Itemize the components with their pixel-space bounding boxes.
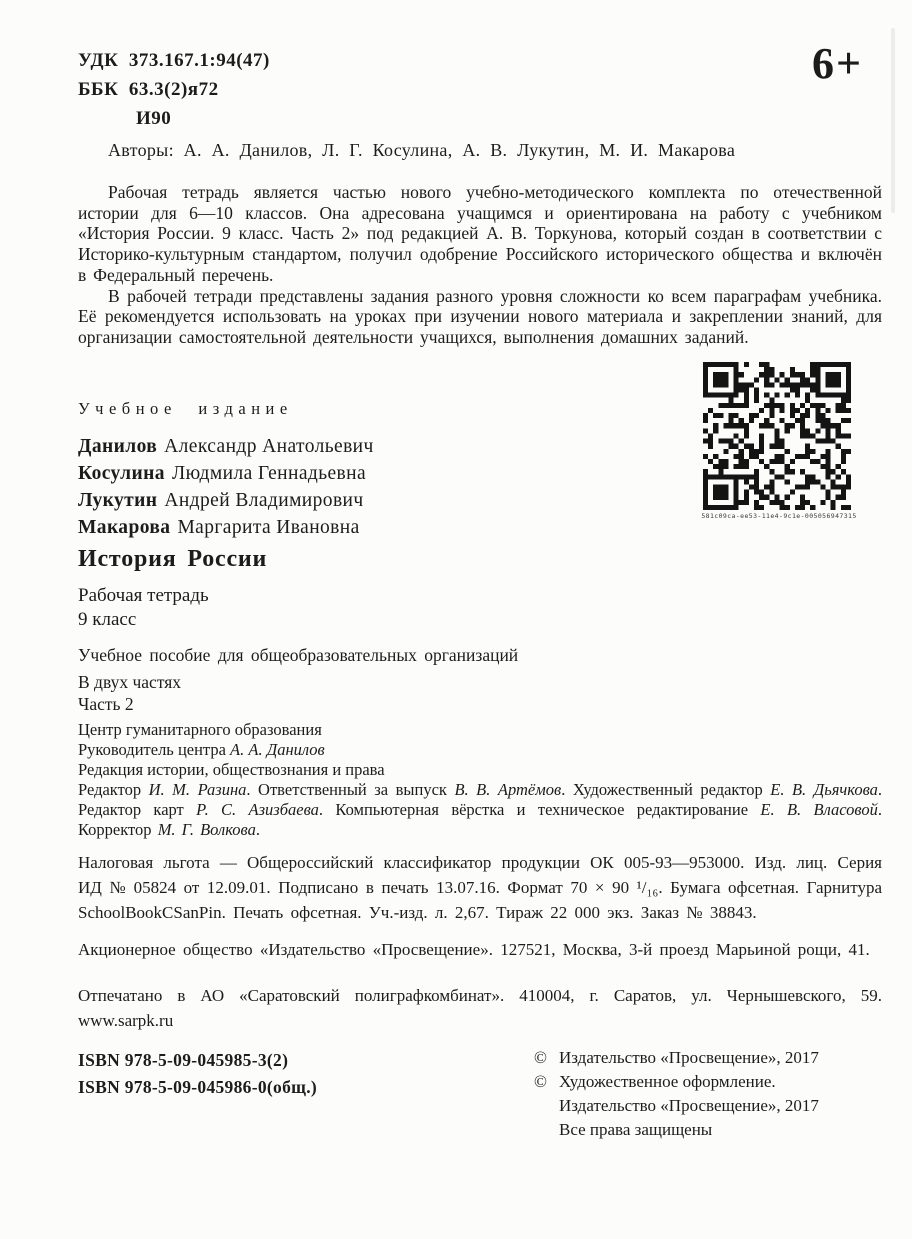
annotation-block (78, 182, 882, 348)
copyright-line-2 (534, 1070, 819, 1094)
udk-line: УДК 373.167.1:94(47) (78, 50, 270, 71)
purpose-line: Учебное пособие для общеобразовательных организаций (78, 645, 519, 665)
credits-center: Центр гуманитарного образования (78, 720, 322, 739)
imprint-tax-text: Налоговая льгота — Общероссийский классификатор продукции ОК 005-93—953000. Изд. лиц. Серия ИД № 05824 от 12.09.01. Подписано в печать 13.07.16. Формат 70 × 90 ¹/₁₆. Бумага офсетная. Гарнитура SchoolBookCSanPin. Печать офсетная. Уч.-изд. л. 2,67. Тираж 22 000 экз. Заказ № 38843. (78, 853, 882, 922)
copyright-text-1: Издательство «Просвещение», 2017 (559, 1048, 819, 1067)
annotation-paragraph-2: В рабочей тетради представлены задания разного уровня сложности ко всем параграфам учебника. Её рекомендуется использовать на уроках при изучении нового материала и закреплении знаний, для организации самостоятельной деятельности учащихся, выполнения домашних заданий. (78, 285, 882, 347)
bbk-line: ББК 63.3(2)я72 (78, 79, 219, 100)
series-name: Рабочая тетрадь (78, 585, 209, 606)
author-row (78, 514, 374, 541)
copyright-text-2: Художественное оформление. (559, 1072, 776, 1091)
credits-block (78, 720, 882, 840)
qr-block (699, 362, 859, 520)
grade-line: 9 класс (78, 609, 137, 630)
author-row (78, 487, 374, 514)
isbn-line-2: ISBN 978-5-09-045986-0(общ.) (78, 1077, 317, 1097)
cataloging-block (78, 46, 270, 133)
qr-caption: 581c09ca-ee53-11e4-9c1e-005056947315 (701, 512, 857, 520)
imprint-printer-paragraph (78, 983, 882, 1033)
credits-department: Редакция истории, обществознания и права (78, 760, 385, 779)
isbn-block (78, 1047, 317, 1101)
parts-note: В двух частях (78, 672, 182, 692)
book-title: История России (78, 546, 268, 572)
copyright-line-3: Издательство «Просвещение», 2017 (559, 1096, 819, 1115)
author-given: Людмила Геннадьевна (171, 463, 367, 484)
imprint-publisher-text: Акционерное общество «Издательство «Просвещение». 127521, Москва, 3-й проезд Марьиной рощи, 41. (78, 940, 870, 959)
authors-line: Авторы: А. А. Данилов, Л. Г. Косулина, А. В. Лукутин, М. И. Макарова (108, 140, 736, 160)
age-rating-badge: 6+ (812, 39, 864, 88)
author-surname: Косулина (78, 463, 165, 484)
author-surname: Лукутин (78, 490, 158, 511)
qr-code (699, 362, 855, 510)
credits-staff: Редактор И. М. Разина. Ответственный за выпуск В. В. Артёмов. Художественный редактор Е. В. Дьячкова. Редактор карт Р. С. Азизбаева. Компьютерная вёрстка и техническое редактирование Е. В. Власовой. Корректор М. Г. Волкова. (78, 780, 883, 839)
author-row (78, 460, 374, 487)
series-block (78, 584, 209, 632)
imprint-tax-paragraph (78, 850, 882, 925)
copyright-line-1 (534, 1046, 819, 1070)
imprint-printer-text: Отпечатано в АО «Саратовский полиграфкомбинат». 410004, г. Саратов, ул. Чернышевского, 59. www.sarpk.ru (78, 986, 882, 1030)
scan-artifact (891, 28, 895, 213)
author-given: Андрей Владимирович (164, 490, 364, 511)
copyright-symbol: © (534, 1048, 547, 1067)
parts-block (78, 671, 181, 715)
author-surname: Макарова (78, 517, 171, 538)
author-given: Александр Анатольевич (164, 436, 374, 457)
copyright-line-4: Все права защищены (559, 1120, 713, 1139)
edition-type-label: Учебное издание (78, 399, 293, 418)
copyright-symbol: © (534, 1072, 547, 1091)
part-number: Часть 2 (78, 694, 134, 714)
index-code: И90 (136, 108, 172, 129)
isbn-line-1: ISBN 978-5-09-045985-3(2) (78, 1050, 289, 1070)
author-surname: Данилов (78, 436, 158, 457)
author-row (78, 433, 374, 460)
authors-full-list (78, 433, 374, 541)
annotation-paragraph-1: Рабочая тетрадь является частью нового учебно-методического комплекта по отечественной истории для 6—10 классов. Она адресована учащимся и ориентирована на работу с учебником «История России. 9 класс. Часть 2» под редакцией А. В. Торкунова, который создан в соответствии с Историко-культурным стандартом, получил одобрение Российского исторического общества и включён в Федеральный перечень. (78, 182, 882, 285)
copyright-block (534, 1046, 819, 1142)
imprint-publisher-paragraph (78, 937, 882, 962)
author-given: Маргарита Ивановна (177, 517, 360, 538)
credits-head: Руководитель центра А. А. Данилов (78, 740, 325, 759)
